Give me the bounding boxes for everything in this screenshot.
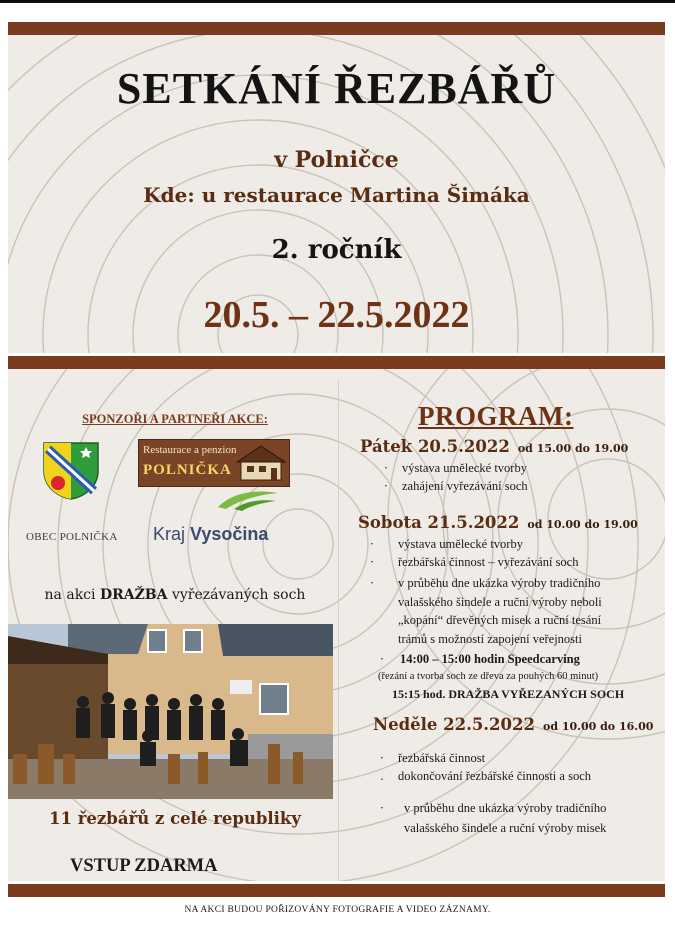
kraj-prefix: Kraj: [153, 524, 191, 544]
free-entry: VSTUP ZDARMA: [70, 856, 218, 876]
sunday-item: v průběhu dne ukázka výroby tradičního: [404, 801, 607, 815]
friday-day: Pátek 20.5.2022: [360, 437, 510, 456]
auction-time: 15:15 hod. DRAŽBA VYŘEZANÝCH SOCH: [392, 687, 625, 701]
top-border: [0, 0, 675, 3]
main-panel: [8, 369, 665, 881]
middle-top-bar: [8, 356, 665, 369]
carvers-count: 11 řezbářů z celé republiky: [49, 809, 301, 828]
speedcarving-note: (řezání a tvorba soch ze dřeva za pouhých 60 minut): [378, 671, 599, 682]
bottom-bar: [8, 884, 665, 897]
footer-note: NA AKCI BUDOU POŘIZOVÁNY FOTOGRAFIE A VIDEO ZÁZNAMY.: [184, 905, 491, 915]
sunday-item: dokončování řezbářské činnosti a soch: [398, 769, 591, 783]
saturday-heading: [358, 513, 638, 532]
sunday-heading: [373, 715, 653, 734]
event-dates: 20.5. – 22.5.2022: [203, 294, 470, 336]
sponsors-heading: SPONZOŘI A PARTNEŘI AKCE:: [82, 412, 268, 426]
event-location: Kde: u restaurace Martina Šimáka: [143, 183, 530, 207]
kraj-vysocina-logo-icon: [216, 489, 280, 511]
coat-of-arms-icon: [40, 439, 102, 501]
saturday-item: „kopání“ dřevěných misek a ruční tesání: [398, 613, 602, 627]
saturday-time: od 10.00 do 19.00: [527, 518, 638, 531]
header-panel: [8, 35, 665, 353]
house-icon: [235, 444, 287, 482]
saturday-item: valašského šindele a ruční výroby neboli: [398, 595, 602, 609]
saturday-item: trámů s možností zapojení veřejnosti: [398, 632, 582, 646]
saturday-item: řezbářská činnost – vyřezávání soch: [398, 555, 579, 569]
sunday-day: Neděle 22.5.2022: [373, 715, 535, 734]
restaurant-line1: Restaurace a penzion: [143, 444, 237, 456]
event-title: SETKÁNÍ ŘEZBÁŘŮ: [116, 64, 557, 113]
saturday-item: výstava umělecké tvorby: [398, 537, 523, 551]
speedcarving-time: 14:00 – 15:00 hodin Speedcarving: [400, 652, 580, 666]
kraj-vysocina-label: [153, 524, 268, 545]
auction-bold: DRAŽBA: [99, 587, 168, 603]
group-photo: [8, 624, 333, 799]
bullet: ·: [370, 555, 374, 569]
saturday-item: v průběhu dne ukázka výroby tradičního: [398, 576, 601, 590]
header-top-bar: [8, 22, 665, 35]
sunday-item: řezbářská činnost: [398, 751, 486, 765]
auction-prefix: na akci: [44, 587, 100, 603]
sunday-time: od 10.00 do 16.00: [542, 720, 654, 733]
column-divider: [338, 379, 339, 881]
event-edition: 2. ročník: [271, 235, 402, 265]
bullet: ·: [384, 479, 388, 493]
friday-item: zahájení vyřezávání soch: [402, 479, 528, 493]
bullet: ·: [380, 652, 384, 666]
auction-suffix: vyřezávaných soch: [167, 587, 306, 603]
kraj-name: Vysočina: [190, 524, 269, 544]
saturday-day: Sobota 21.5.2022: [358, 513, 520, 532]
bullet: ·: [370, 576, 374, 590]
obec-label: OBEC POLNIČKA: [26, 531, 118, 543]
friday-item: výstava umělecké tvorby: [402, 461, 527, 475]
sunday-item: valašského šindele a ruční výroby misek: [404, 821, 607, 835]
bullet: .: [380, 769, 384, 783]
friday-time: od 15.00 do 19.00: [517, 442, 629, 455]
event-place: v Polničce: [274, 147, 399, 173]
bullet: ·: [384, 461, 388, 475]
program-title: PROGRAM:: [418, 401, 574, 431]
restaurant-line2: POLNIČKA: [143, 462, 232, 478]
auction-note: [16, 587, 334, 603]
bullet: ·: [370, 537, 374, 551]
bullet: ·: [380, 751, 384, 765]
friday-heading: [360, 437, 628, 456]
bullet: ·: [380, 801, 384, 815]
restaurant-logo: [138, 439, 290, 487]
